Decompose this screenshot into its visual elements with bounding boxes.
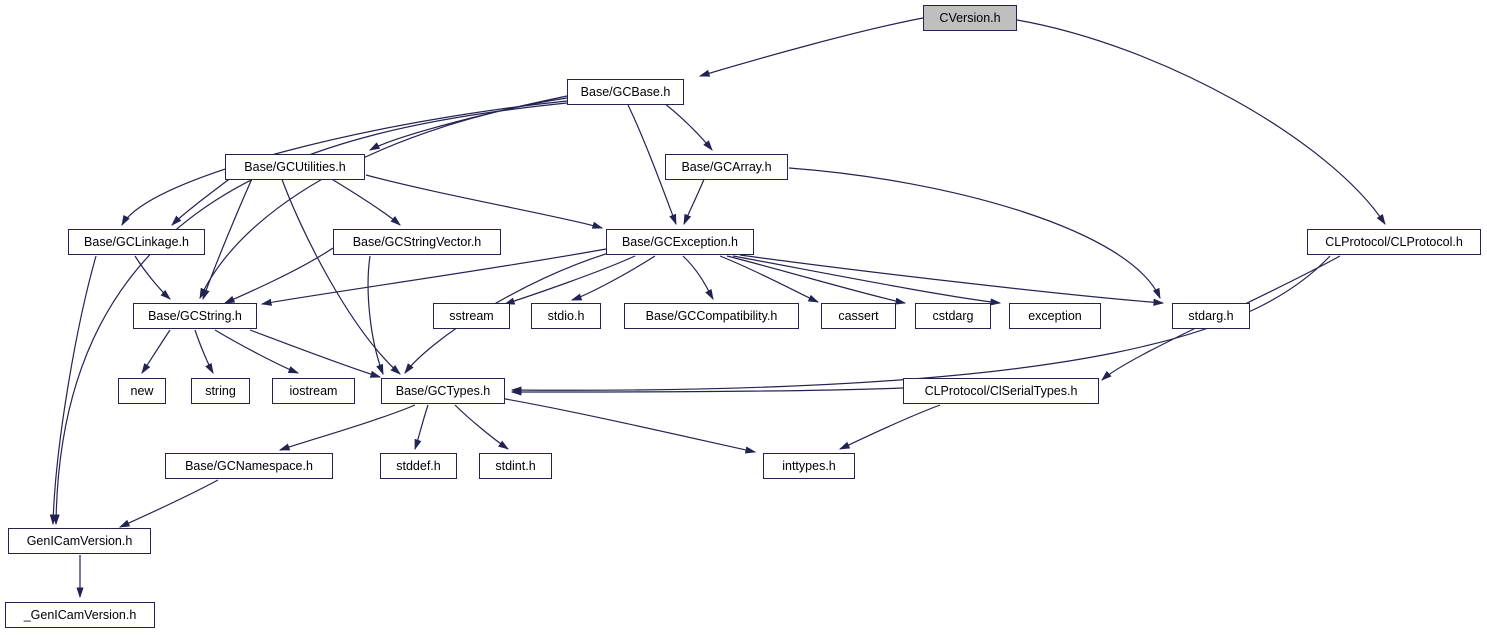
node-label: stddef.h [396, 458, 441, 473]
node-label: exception [1028, 308, 1082, 323]
node-label: Base/GCUtilities.h [244, 159, 346, 174]
node-label: Base/GCString.h [148, 308, 242, 323]
node-label: stdarg.h [1188, 308, 1234, 323]
node-new[interactable] [118, 378, 166, 404]
node-label: new [130, 383, 154, 398]
node-label: Base/GCStringVector.h [352, 234, 482, 249]
node-label: _GenICamVersion.h [23, 607, 137, 622]
node-gccompatibility[interactable] [624, 303, 799, 329]
node-label: CVersion.h [939, 10, 1001, 25]
node-label: Base/GCArray.h [681, 159, 772, 174]
node-stdarg-h[interactable] [1172, 303, 1250, 329]
node-label: iostream [289, 383, 338, 398]
node-underscore-genicamversion[interactable] [5, 602, 155, 628]
node-label: cstdarg [932, 308, 974, 323]
node-label: cassert [838, 308, 879, 323]
node-cstdarg[interactable] [915, 303, 991, 329]
node-gcnamespace[interactable] [165, 453, 333, 479]
node-label: Base/GCException.h [621, 234, 739, 249]
node-label: Base/GCCompatibility.h [645, 308, 778, 323]
node-cversion[interactable] [923, 5, 1017, 31]
node-label: Base/GCLinkage.h [84, 234, 189, 249]
node-gctypes[interactable] [381, 378, 505, 404]
node-string[interactable] [191, 378, 250, 404]
node-label: sstream [449, 308, 494, 323]
node-label: string [205, 383, 236, 398]
node-gcbase[interactable] [567, 79, 684, 105]
node-label: stdio.h [547, 308, 585, 323]
node-label: Base/GCNamespace.h [185, 458, 313, 473]
node-genicamversion[interactable] [8, 528, 151, 554]
node-gcutilities[interactable] [225, 154, 365, 180]
node-gcarray[interactable] [665, 154, 788, 180]
node-stdio-h[interactable] [531, 303, 601, 329]
node-gcstringvector[interactable] [333, 229, 501, 255]
node-label: stdint.h [495, 458, 536, 473]
node-label: inttypes.h [782, 458, 836, 473]
node-inttypes-h[interactable] [763, 453, 855, 479]
node-exception[interactable] [1009, 303, 1101, 329]
node-label: GenICamVersion.h [26, 533, 133, 548]
node-gclinkage[interactable] [68, 229, 205, 255]
node-cassert[interactable] [821, 303, 896, 329]
node-stddef-h[interactable] [380, 453, 457, 479]
node-label: CLProtocol/CLProtocol.h [1325, 234, 1463, 249]
node-gcexception[interactable] [606, 229, 754, 255]
node-clprotocol[interactable] [1307, 229, 1481, 255]
node-label: Base/GCBase.h [580, 84, 671, 99]
node-label: Base/GCTypes.h [395, 383, 491, 398]
node-gcstring[interactable] [133, 303, 257, 329]
node-iostream[interactable] [272, 378, 355, 404]
node-clserialtypes[interactable] [903, 378, 1099, 404]
node-label: CLProtocol/ClSerialTypes.h [924, 383, 1078, 398]
node-sstream[interactable] [433, 303, 510, 329]
node-stdint-h[interactable] [479, 453, 552, 479]
